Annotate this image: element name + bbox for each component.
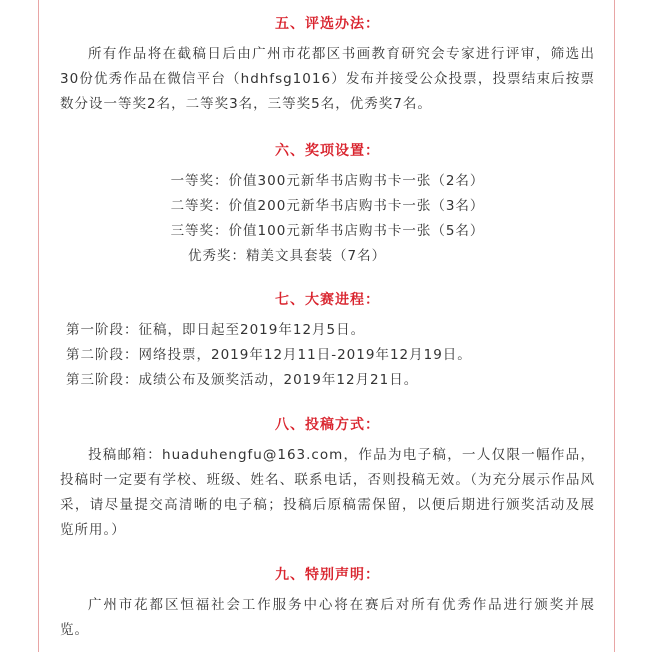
section-statement bbox=[60, 563, 595, 643]
prize-item-excellence: 优秀奖：精美文具套装（7名） bbox=[188, 248, 387, 264]
prize-item-first: 一等奖：价值300元新华书店购书卡一张（2名） bbox=[170, 173, 485, 189]
submission-paragraph: 投稿邮箱：huaduhengfu@163.com，作品为电子稿，一人仅限一幅作品，投稿时一定要有学校、班级、姓名、联系电话，否则投稿无效。（为充分展示作品风采，请尽量提交高清晰的电子稿；投稿后原稿需保留，以便后期进行颁奖活动及展览所用。） bbox=[60, 447, 595, 538]
section-schedule bbox=[60, 288, 595, 393]
section-submission bbox=[60, 413, 595, 543]
section-heading-prizes: 六、奖项设置： bbox=[275, 143, 380, 159]
section-heading-submission: 八、投稿方式： bbox=[275, 417, 380, 433]
prize-item-second: 二等奖：价值200元新华书店购书卡一张（3名） bbox=[170, 198, 485, 214]
section-heading-statement: 九、特别声明： bbox=[275, 567, 380, 583]
section-prizes bbox=[60, 139, 595, 269]
schedule-item-stage-2: 第二阶段：网络投票，2019年12月11日-2019年12月19日。 bbox=[66, 347, 472, 363]
statement-paragraph: 广州市花都区恒福社会工作服务中心将在赛后对所有优秀作品进行颁奖并展览。 bbox=[60, 597, 595, 638]
schedule-item-stage-3: 第三阶段：成绩公布及颁奖活动，2019年12月21日。 bbox=[66, 372, 419, 388]
section-heading-judging: 五、评选办法： bbox=[275, 16, 380, 32]
section-judging bbox=[60, 12, 595, 117]
section-heading-schedule: 七、大赛进程： bbox=[275, 292, 380, 308]
judging-paragraph: 所有作品将在截稿日后由广州市花都区书画教育研究会专家进行评审，筛选出30份优秀作品在微信平台（hdhfsg1016）发布并接受公众投票，投票结束后按票数分设一等奖2名，二等奖3名，三等奖5名，优秀奖7名。 bbox=[60, 46, 595, 112]
prize-item-third: 三等奖：价值100元新华书店购书卡一张（5名） bbox=[170, 223, 485, 239]
schedule-item-stage-1: 第一阶段：征稿，即日起至2019年12月5日。 bbox=[66, 322, 366, 338]
